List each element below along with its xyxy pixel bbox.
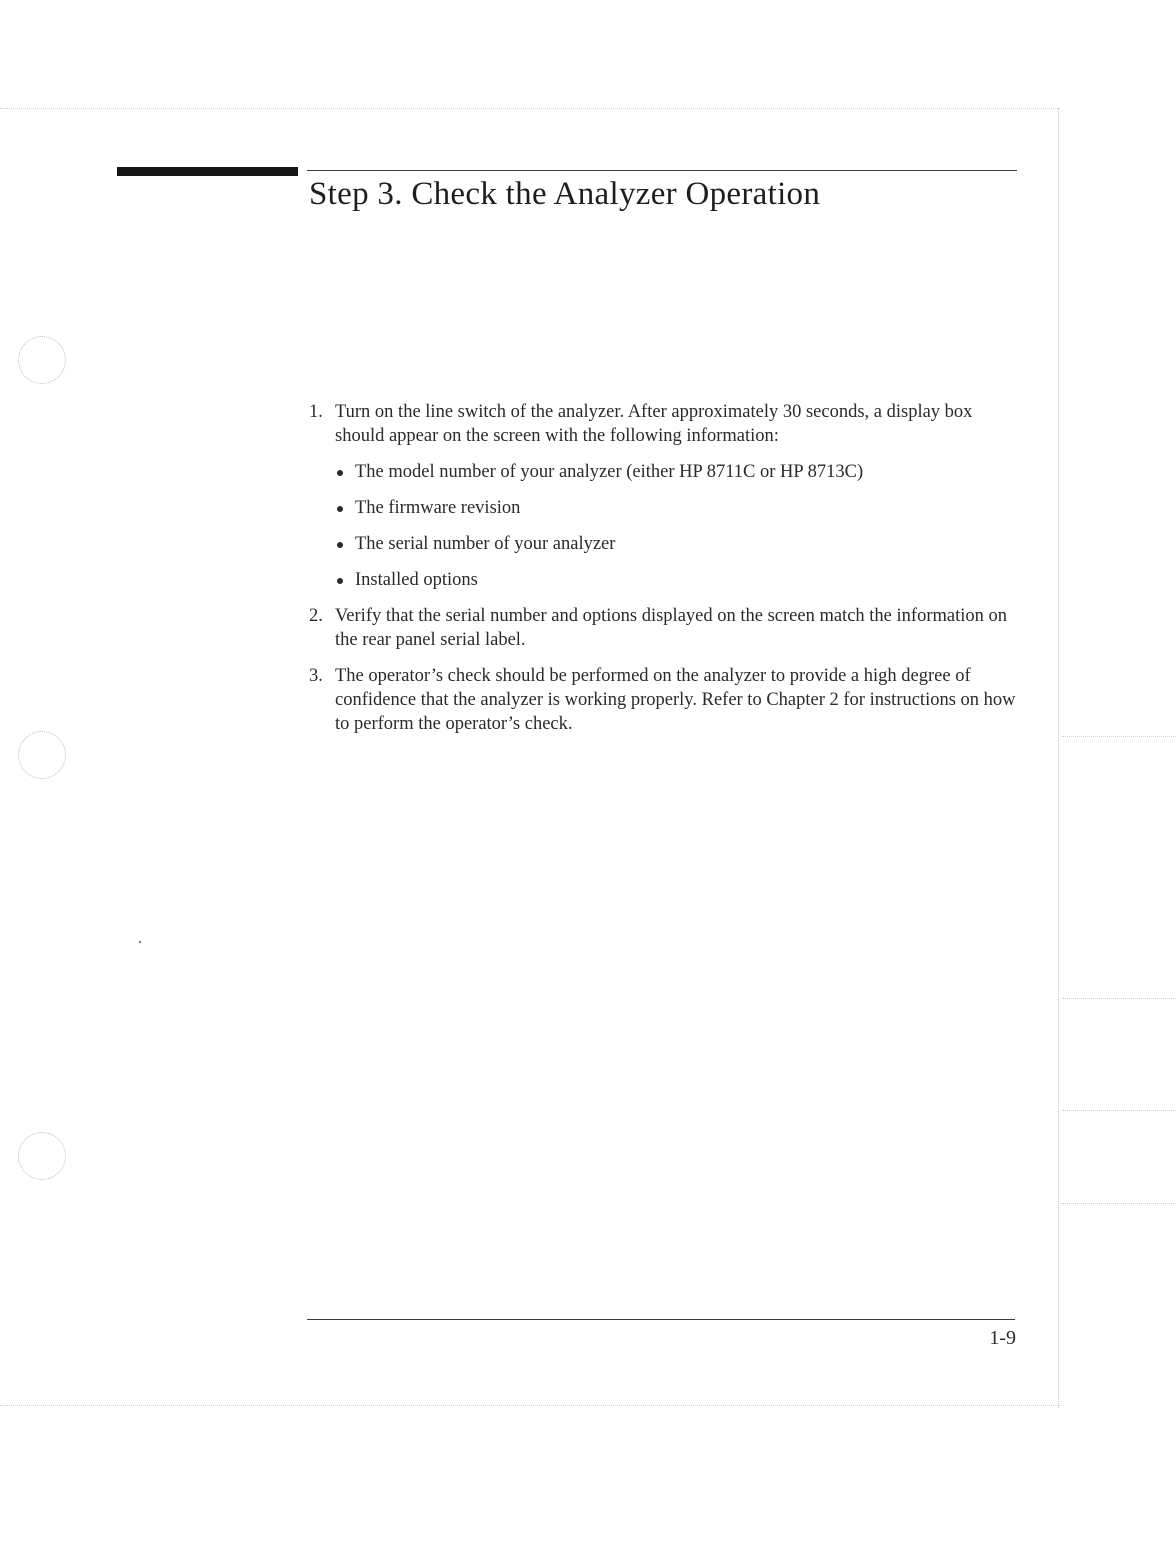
bullet-dot-icon bbox=[337, 470, 343, 476]
trim-line-top bbox=[0, 108, 1060, 109]
step-item bbox=[309, 664, 1021, 736]
step-text: Verify that the serial number and options displayed on the screen match the information on the rear panel serial label. bbox=[335, 606, 1007, 650]
step-item bbox=[309, 604, 1021, 652]
tab-divider-line bbox=[1062, 998, 1176, 999]
bullet-item bbox=[335, 460, 1021, 484]
tab-divider-line bbox=[1062, 1203, 1176, 1204]
bullet-text: Installed options bbox=[355, 570, 478, 590]
tab-divider-line bbox=[1062, 736, 1176, 737]
trim-line-bottom bbox=[0, 1405, 1060, 1406]
step-number: 3. bbox=[309, 666, 323, 686]
step-item bbox=[309, 400, 1021, 592]
page-number: 1-9 bbox=[989, 1327, 1016, 1349]
bullet-dot-icon bbox=[337, 506, 343, 512]
bullet-text: The firmware revision bbox=[355, 498, 521, 518]
bullet-item bbox=[335, 496, 1021, 520]
binder-hole bbox=[18, 731, 66, 779]
bullet-item bbox=[335, 568, 1021, 592]
step-number: 1. bbox=[309, 402, 323, 422]
step-text: The operator’s check should be performed on the analyzer to provide a high degree of confidence that the analyzer is working properly. Refer to Chapter 2 for instructions on how to perform the operator’s check. bbox=[335, 666, 1016, 734]
bullet-dot-icon bbox=[337, 578, 343, 584]
bullet-text: The model number of your analyzer (either HP 8711C or HP 8713C) bbox=[355, 462, 864, 482]
page-title: Step 3. Check the Analyzer Operation bbox=[309, 176, 821, 212]
bullet-dot-icon bbox=[337, 542, 343, 548]
bullet-item bbox=[335, 532, 1021, 556]
trim-line-right bbox=[1058, 108, 1059, 1408]
binder-hole bbox=[18, 336, 66, 384]
footer-rule bbox=[307, 1319, 1015, 1320]
binder-hole bbox=[18, 1132, 66, 1180]
step-number: 2. bbox=[309, 606, 323, 626]
scan-speck bbox=[139, 941, 141, 943]
bullet-text: The serial number of your analyzer bbox=[355, 534, 616, 554]
info-bullet-list bbox=[335, 460, 1021, 592]
header-rule bbox=[307, 170, 1017, 171]
tab-divider-line bbox=[1062, 1110, 1176, 1111]
step-text: Turn on the line switch of the analyzer. After approximately 30 seconds, a display box should appear on the screen with the following information: bbox=[335, 402, 973, 446]
steps-list bbox=[309, 400, 1021, 748]
header-bar bbox=[117, 167, 298, 176]
